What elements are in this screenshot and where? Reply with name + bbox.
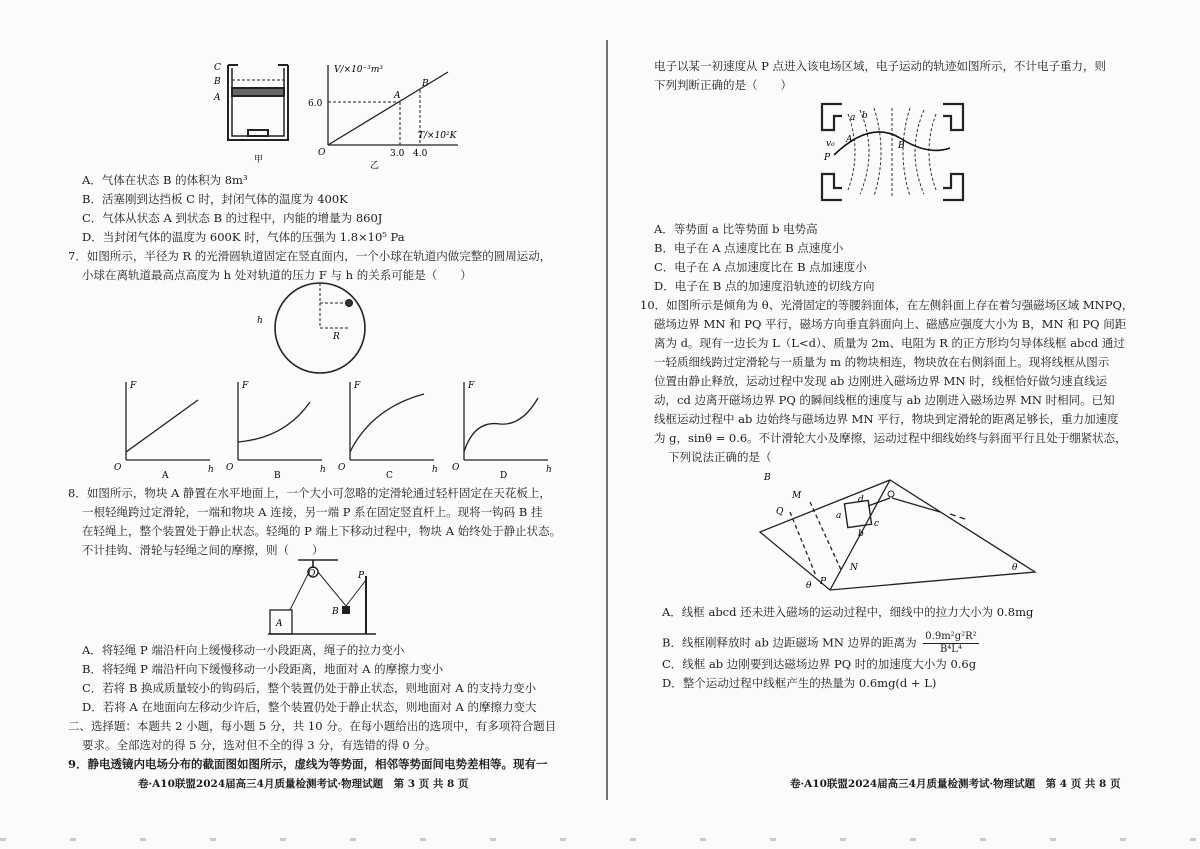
q8-weight-b xyxy=(342,606,350,614)
q7-graph-a xyxy=(114,380,218,481)
q9-label-point-b: B xyxy=(898,141,905,151)
q7-graph-a-cap: A xyxy=(162,471,169,481)
left-page xyxy=(68,0,598,800)
q7-graph-a-o: O xyxy=(114,463,122,473)
q8-option-c: C．若将 B 换成质量较小的钩码后，整个装置仍处于静止状态，则地面对 A 的支持力变小 xyxy=(82,681,537,695)
jia-label-c: C xyxy=(214,63,221,73)
page-divider xyxy=(606,40,608,800)
yi-x-tick-3: 3.0 xyxy=(390,149,405,159)
q9-line-2: 电子以某一初速度从 P 点进入该电场区域，电子运动的轨迹如图所示，不计电子重力，则 xyxy=(654,59,1107,73)
q6-option-a: A．气体在状态 B 的体积为 8m³ xyxy=(82,173,248,187)
q7-graph-b-cap: B xyxy=(274,471,281,481)
q10-label-theta-left: θ xyxy=(806,581,812,591)
right-footer: 卷·A10联盟2024届高三4月质量检测考试·物理试题 第 4 页 共 8 页 xyxy=(790,778,1121,790)
q9-label-point-a: A xyxy=(846,135,853,145)
q7-graph-a-f: F xyxy=(130,381,137,391)
q10-line-3: 离为 d。现有一边长为 L（L<d）、质量为 2m、电阻为 R 的正方形均匀导体线框 abcd 通过 xyxy=(654,336,1125,350)
q7-graph-c-cap: C xyxy=(386,471,393,481)
q7-graph-b-o: O xyxy=(226,463,234,473)
q7-label-r: R xyxy=(333,332,340,342)
jia-label-b: B xyxy=(214,77,221,87)
q7-circle-figure xyxy=(257,283,393,378)
scan-noise-strip xyxy=(0,838,1200,841)
q10-option-c: C．线框 ab 边刚要到达磁场边界 PQ 时的加速度大小为 0.6g xyxy=(662,657,977,671)
q8-option-a: A．将轻绳 P 端沿杆向上缓慢移动一小段距离，绳子的拉力变小 xyxy=(82,643,405,657)
section-2-line-2: 要求。全部选对的得 5 分，选对但不全的得 3 分，有选错的得 0 分。 xyxy=(82,738,437,752)
q10-option-b-fraction xyxy=(923,631,978,656)
q8-line-3: 在轻绳上，整个装置处于静止状态。轻绳的 P 端上下移动过程中，物块 A 始终处于静止状态。 xyxy=(82,524,562,538)
q6-option-b: B．活塞刚到达挡板 C 时，封闭气体的温度为 400K xyxy=(82,192,348,206)
q10-label-m: M xyxy=(792,491,802,501)
q10-label-b-field: B xyxy=(764,473,771,483)
q7-graph-c xyxy=(338,380,442,481)
q7-graph-a-h: h xyxy=(208,465,214,475)
yi-point-b: B xyxy=(422,79,429,89)
q10-option-d: D．整个运动过程中线框产生的热量为 0.6mg(d + L) xyxy=(662,676,937,690)
q8-line-2: 一根轻绳跨过定滑轮，一端和物块 A 连接，另一端 P 系在固定竖直杆上。现将一钩码 B 挂 xyxy=(82,505,543,519)
fraction-numerator: 0.9m²g²R² xyxy=(925,631,977,642)
q9-option-a: A．等势面 a 比等势面 b 电势高 xyxy=(654,222,818,236)
q7-graph-c-f: F xyxy=(354,381,361,391)
q9-label-a: a xyxy=(850,113,856,123)
q9-line-3: 下列判断正确的是（ ） xyxy=(654,78,792,92)
q8-label-a: A xyxy=(276,619,283,629)
q10-line-9: 下列说法正确的是（ xyxy=(668,450,772,464)
right-page xyxy=(640,0,1140,800)
q9-line-1: 9．静电透镜内电场分布的截面图如图所示，虚线为等势面，相邻等势面间电势差相等。现有一 xyxy=(68,757,548,771)
q10-label-n: N xyxy=(850,563,858,573)
q10-label-q: Q xyxy=(776,507,784,517)
figure-jia-container xyxy=(214,60,308,170)
q10-label-p: P xyxy=(820,577,827,587)
figure-yi-vt-graph xyxy=(308,60,468,171)
q8-label-b: B xyxy=(332,607,339,617)
q7-graph-b xyxy=(226,380,330,481)
q10-line-7: 线框运动过程中 ab 边始终与磁场边界 MN 平行，物块到定滑轮的距离足够长，重力加速度 xyxy=(654,412,1119,426)
q10-line-6: 动，cd 边离开磁场边界 PQ 的瞬间线框的速度与 ab 边刚进入磁场边界 MN 时相同。已知 xyxy=(654,393,1115,407)
q10-line-5: 位置由静止释放，运动过程中发现 ab 边刚进入磁场边界 MN 时，线框恰好做匀速直线运 xyxy=(654,374,1108,388)
section-2-line-1: 二、选择题：本题共 2 小题，每小题 5 分，共 10 分。在每小题给出的选项中，有多项符合题目 xyxy=(68,719,557,733)
yi-caption: 乙 xyxy=(370,161,380,171)
left-footer: 卷·A10联盟2024届高三4月质量检测考试·物理试题 第 3 页 共 8 页 xyxy=(138,778,469,790)
yi-axis-v: V/×10⁻³m³ xyxy=(334,65,384,75)
q6-option-d: D．当封闭气体的温度为 600K 时，气体的压强为 1.8×10⁵ Pa xyxy=(82,230,405,244)
q8-label-p: P xyxy=(358,571,365,581)
q10-label-b: b xyxy=(858,529,864,539)
q6-option-c: C．气体从状态 A 到状态 B 的过程中，内能的增量为 860J xyxy=(82,211,383,225)
q9-option-c: C．电子在 A 点加速度比在 B 点加速度小 xyxy=(654,260,867,274)
q10-option-b-text: B．线框刚释放时 ab 边距磁场 MN 边界的距离为 xyxy=(662,635,917,650)
yi-origin: O xyxy=(318,148,326,158)
q8-line-1: 8．如图所示，物块 A 静置在水平地面上，一个大小可忽略的定滑轮通过轻杆固定在天花板上， xyxy=(68,486,551,500)
q10-label-d: d xyxy=(858,495,864,505)
q10-label-theta-right: θ xyxy=(1012,563,1018,573)
q7-graph-d-h: h xyxy=(546,465,552,475)
yi-y-tick: 6.0 xyxy=(308,99,323,109)
yi-x-tick-4: 4.0 xyxy=(413,149,428,159)
jia-label-a: A xyxy=(214,93,221,103)
q7-graph-c-o: O xyxy=(338,463,346,473)
q8-option-d: D．若将 A 在地面向左移动少许后，整个装置仍处于静止状态，则地面对 A 的摩擦力变大 xyxy=(82,700,537,714)
q10-option-a: A．线框 abcd 还未进入磁场的运动过程中，细线中的拉力大小为 0.8mg xyxy=(662,605,1034,619)
q10-line-8: 为 g，sinθ = 0.6。不计滑轮大小及摩擦，运动过程中细线始终与斜面平行且处于绷紧状态， xyxy=(654,431,1127,445)
q7-graph-d-cap: D xyxy=(500,471,508,481)
q7-graph-b-f: F xyxy=(242,381,249,391)
q9-label-v0: v₀ xyxy=(826,139,835,149)
q10-pulley xyxy=(888,491,894,497)
q9-option-b: B．电子在 A 点速度比在 B 点速度小 xyxy=(654,241,844,255)
q10-line-2: 磁场边界 MN 和 PQ 平行，磁场方向垂直斜面向上、磁感应强度大小为 B，MN 和 PQ 间距 xyxy=(654,317,1127,331)
yi-axis-t: T/×10²K xyxy=(418,131,457,141)
yi-point-a: A xyxy=(394,91,401,101)
q7-label-h: h xyxy=(257,316,263,326)
q10-label-c: c xyxy=(874,519,880,529)
q8-line-4: 不计挂钩、滑轮与轻绳之间的摩擦，则（ ） xyxy=(82,543,324,557)
q7-line-1: 7．如图所示，半径为 R 的光滑圆轨道固定在竖直面内，一个小球在轨道内做完整的圆周运动， xyxy=(68,249,552,263)
q8-option-b: B．将轻绳 P 端沿杆向下缓慢移动一小段距离，地面对 A 的摩擦力变小 xyxy=(82,662,444,676)
q10-line-4: 一轻质细线跨过定滑轮与一质量为 m 的物块相连，物块放在右侧斜面上。现将线框从图示 xyxy=(654,355,1110,369)
q7-graph-d xyxy=(452,380,556,481)
q7-graph-b-h: h xyxy=(320,465,326,475)
q7-graph-d-f: F xyxy=(468,381,475,391)
q7-graph-d-o: O xyxy=(452,463,460,473)
q7-line-2: 小球在离轨道最高点高度为 h 处对轨道的压力 F 与 h 的关系可能是（ ） xyxy=(82,268,472,282)
q9-label-b: b xyxy=(862,111,868,121)
q8-pulley-figure xyxy=(268,558,398,638)
q10-line-1: 10．如图所示是倾角为 θ、光滑固定的等腰斜面体，在左侧斜面上存在着匀强磁场区域 MNPQ， xyxy=(640,298,1134,312)
q10-label-a: a xyxy=(836,511,842,521)
q9-option-d: D．电子在 B 点的加速度沿轨迹的切线方向 xyxy=(654,279,875,293)
jia-caption: 甲 xyxy=(254,155,264,165)
q10-incline-figure xyxy=(750,472,1040,597)
fraction-denominator: B⁴L⁴ xyxy=(939,644,962,655)
q9-lens-figure xyxy=(820,100,965,205)
q9-label-p: P xyxy=(824,153,831,163)
q7-graph-c-h: h xyxy=(432,465,438,475)
q8-label-o: O xyxy=(308,569,316,579)
q10-option-b xyxy=(662,631,979,656)
